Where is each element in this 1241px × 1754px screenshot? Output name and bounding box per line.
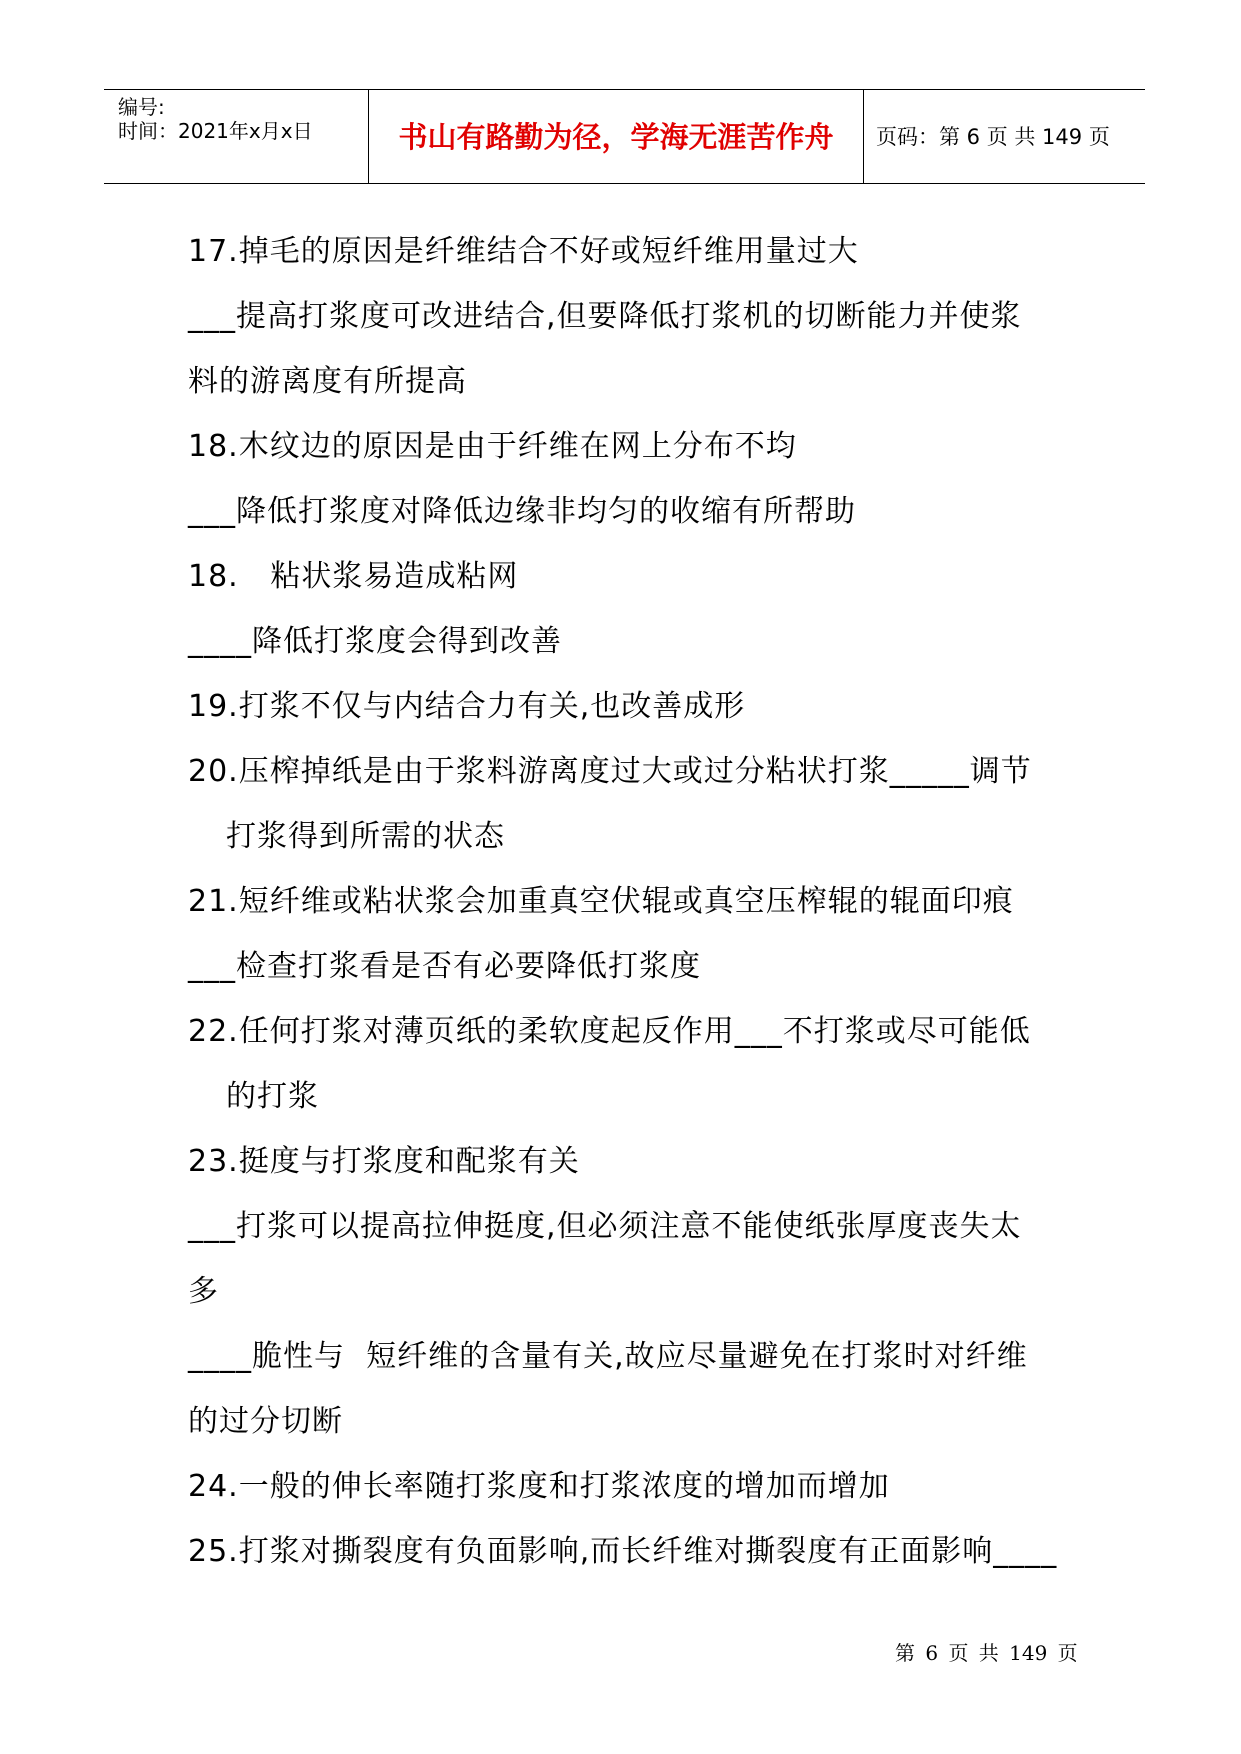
body-line: 24.一般的伸长率随打浆度和打浆浓度的增加而增加	[188, 1469, 890, 1504]
body-line: 的过分切断	[188, 1404, 343, 1439]
body-line: 23.挺度与打浆度和配浆有关	[188, 1144, 580, 1179]
document-time-label: 时间：2021年x月x日	[118, 119, 313, 143]
page-header	[104, 89, 1145, 184]
body-line: 的打浆	[226, 1079, 319, 1114]
document-body	[188, 220, 1068, 1585]
body-line: 打浆得到所需的状态	[226, 819, 505, 854]
body-line: 17.掉毛的原因是纤维结合不好或短纤维用量过大	[188, 234, 859, 269]
body-line: 19.打浆不仅与内结合力有关,也改善成形	[188, 689, 746, 724]
header-meta-cell	[104, 90, 369, 183]
header-motto: 书山有路勤为径，学海无涯苦作舟	[398, 120, 834, 154]
page-footer: 第 6 页 共 149 页	[895, 1641, 1078, 1665]
document-number-label: 编号:	[118, 95, 165, 119]
body-line: 18.木纹边的原因是由于纤维在网上分布不均	[188, 429, 797, 464]
body-line: ___打浆可以提高拉伸挺度,但必须注意不能使纸张厚度丧失太	[188, 1209, 1022, 1244]
header-page-number: 页码：第 6 页 共 149 页	[876, 125, 1110, 149]
body-line: 21.短纤维或粘状浆会加重真空伏辊或真空压榨辊的辊面印痕	[188, 884, 1014, 919]
body-line: 料的游离度有所提高	[188, 364, 467, 399]
body-line: ___降低打浆度对降低边缘非均匀的收缩有所帮助	[188, 494, 856, 529]
body-line: 22.任何打浆对薄页纸的柔软度起反作用___不打浆或尽可能低	[188, 1014, 1031, 1049]
body-line: 多	[188, 1274, 219, 1309]
body-line: ____脆性与 短纤维的含量有关,故应尽量避免在打浆时对纤维	[188, 1339, 1028, 1374]
body-line: ____降低打浆度会得到改善	[188, 624, 562, 659]
header-motto-cell	[369, 90, 864, 183]
body-line: ___检查打浆看是否有必要降低打浆度	[188, 949, 701, 984]
body-line: 18. 粘状浆易造成粘网	[188, 559, 519, 594]
header-page-cell	[864, 90, 1144, 183]
body-line: 20.压榨掉纸是由于浆料游离度过大或过分粘状打浆_____调节	[188, 754, 1032, 789]
body-line: ___提高打浆度可改进结合,但要降低打浆机的切断能力并使浆	[188, 299, 1022, 334]
body-line: 25.打浆对撕裂度有负面影响,而长纤维对撕裂度有正面影响____	[188, 1534, 1058, 1569]
